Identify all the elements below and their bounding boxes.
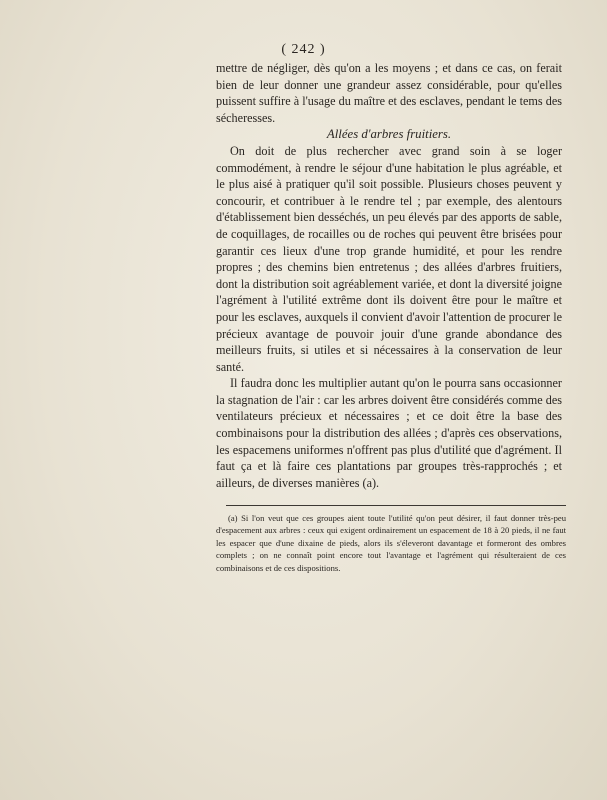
section-heading: Allées d'arbres fruitiers.: [326, 127, 452, 142]
main-text: [216, 60, 562, 491]
footnote: [216, 512, 566, 574]
footnote-text: (a) Si l'on veut que ces groupes aient toute l'utilité qu'on peut désirer, il faut donner très-peu d'espacement aux arbres : ceux qui exigent ordinairement un espacement de 18 à 20 pieds, il ne faut les espacer que d'une dixaine de pieds, alors ils s'éleveront davantage et formeront des ombres complets ; on ne connaît point encore tout l'avantage et l'agrément qui résulteraient de ces combinaisons et de ces dispositions.: [216, 513, 566, 573]
page-number: ( 242 ): [281, 42, 326, 57]
paragraph: Il faudra donc les multiplier autant qu'on le pourra sans occasionner la stagnation de l'air : car les arbres doivent être considérés comme des ventilateurs précieux et nécessaires ; et ce doit être la base des combinaisons pour la distribution des allées ; d'après ces observations, les espacemens uniformes n'offrent pas plus d'utilité que d'agrément. Il faut ça et là faire ces plantations par groupes très-rapprochés ; et ailleurs, de diverses manières (a).: [216, 376, 562, 490]
paragraph-continuation: mettre de négliger, dès qu'on a les moyens ; et dans ce cas, on ferait bien de leur donner une grandeur assez considérable, pour qu'elles puissent suffire à l'usage du maître et des esclaves, pendant le tems des sécheresses.: [216, 61, 562, 125]
paragraph: On doit de plus rechercher avec grand soin à se loger commodément, à rendre le séjour d'une habitation le plus agréable, et le plus aisé à pratiquer qu'il soit possible. Plusieurs choses peuvent y concourir, et contribuer à le rendre tel ; par exemple, des alentours d'établissement bien desséchés, un peu élevés par des apports de sable, de coquillages, de rocailles ou de roches qui peuvent être brisées pour garantir ces lieux d'une trop grande humidité, et pour les rendre propres ; des chemins bien entretenus ; des allées d'arbres fruitiers, dont la distribution soit agréablement variée, et dont la diversité joigne l'agrément à l'utilité extrême dont ils doivent être pour le maître et pour les esclaves, auxquels il convient d'avoir l'attention de procurer le précieux avantage de pouvoir jouir d'une grande abondance des meilleurs fruits, si utiles et si nécessaires à la conservation de leur santé.: [216, 143, 562, 374]
footnote-divider: [226, 505, 566, 506]
